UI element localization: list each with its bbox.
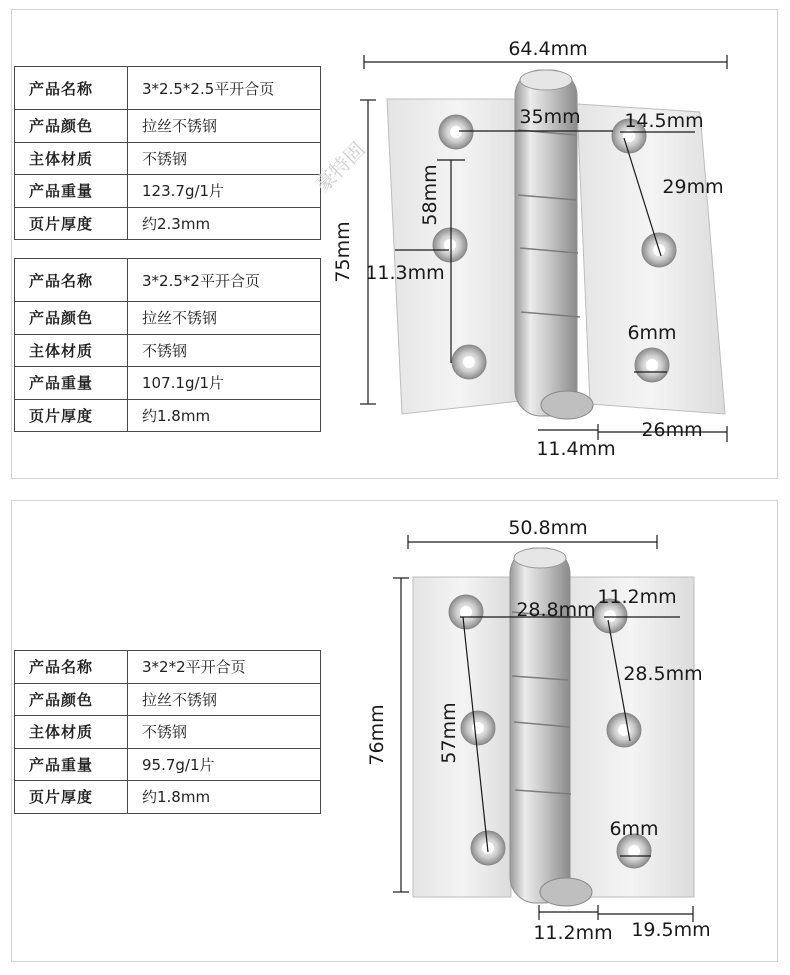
spec-label: 主体材质	[15, 716, 128, 749]
hinge-1-hole-diameter-label: 6mm	[627, 322, 677, 344]
spec-value: 不锈钢	[128, 142, 321, 175]
hinge-2-hole-diameter-label: 6mm	[609, 818, 659, 840]
spec-value: 123.7g/1片	[128, 175, 321, 208]
spec-label: 产品名称	[15, 651, 128, 684]
watermark: 豪特固	[310, 137, 370, 197]
hinge-2-hole-span-left-label: 57mm	[438, 702, 460, 764]
hinge-1-hole-edge-right-label: 14.5mm	[624, 110, 704, 132]
hinge-1-barrel-bottom	[541, 391, 593, 419]
spec-label: 产品重量	[15, 175, 128, 208]
hinge-2-height-label: 76mm	[366, 704, 388, 766]
hinge-2-width-label: 50.8mm	[508, 517, 588, 539]
spec-label: 产品名称	[15, 259, 128, 302]
hinge-1-leaf-right-label: 26mm	[641, 419, 703, 441]
spec-label: 页片厚度	[15, 207, 128, 240]
spec-value: 约1.8mm	[128, 399, 321, 432]
spec-value: 拉丝不锈钢	[128, 110, 321, 143]
spec-label: 产品颜色	[15, 302, 128, 335]
hinge-1-knuckle-diameter-label: 11.4mm	[536, 438, 616, 460]
spec-label: 主体材质	[15, 142, 128, 175]
hinge-1-height-label: 75mm	[332, 221, 354, 283]
spec-value: 不锈钢	[128, 716, 321, 749]
hinge-1-hole-edge-left-label: 11.3mm	[365, 262, 445, 284]
hinge-1-drawing	[332, 38, 727, 460]
hinge-1-barrel-top	[520, 70, 572, 90]
spec-value: 107.1g/1片	[128, 367, 321, 400]
spec-label: 产品名称	[15, 67, 128, 110]
hinge-2-barrel-top	[514, 548, 566, 568]
spec-value: 约2.3mm	[128, 207, 321, 240]
spec-label: 产品颜色	[15, 683, 128, 716]
spec-value: 不锈钢	[128, 334, 321, 367]
spec-label: 页片厚度	[15, 399, 128, 432]
hinge-2-leaf-right-label: 19.5mm	[631, 919, 711, 941]
hinge-2-knuckle-hole-label: 28.8mm	[516, 599, 596, 621]
spec-value: 95.7g/1片	[128, 748, 321, 781]
spec-value: 拉丝不锈钢	[128, 683, 321, 716]
hinge-2-drawing	[366, 517, 711, 944]
spec-label: 产品重量	[15, 367, 128, 400]
spec-value: 3*2.5*2平开合页	[128, 259, 321, 302]
spec-value: 3*2*2平开合页	[128, 651, 321, 684]
spec-value: 拉丝不锈钢	[128, 302, 321, 335]
hinge-2-barrel-bottom	[540, 878, 592, 906]
hinge-2-hole-edge-right-label: 11.2mm	[597, 586, 677, 608]
spec-label: 产品重量	[15, 748, 128, 781]
spec-value: 约1.8mm	[128, 781, 321, 814]
hinge-1-hole-span-left-label: 58mm	[419, 164, 441, 226]
spec-value: 3*2.5*2.5平开合页	[128, 67, 321, 110]
hinge-2-knuckle-diameter-label: 11.2mm	[533, 922, 613, 944]
hinge-1-hole-span-right-label: 29mm	[662, 176, 724, 198]
hinge-1-knuckle-hole-label: 35mm	[519, 106, 581, 128]
hinge-2-hole-span-right-label: 28.5mm	[623, 663, 703, 685]
spec-label: 主体材质	[15, 334, 128, 367]
spec-label: 产品颜色	[15, 110, 128, 143]
hinge-1-width-label: 64.4mm	[508, 38, 588, 60]
spec-label: 页片厚度	[15, 781, 128, 814]
